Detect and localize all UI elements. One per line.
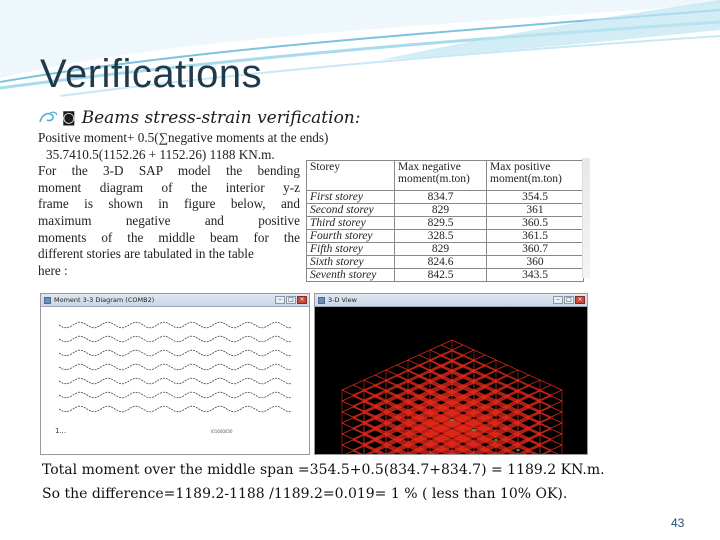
window-titlebar [315,294,587,307]
close-icon[interactable]: × [297,296,307,304]
table-cell: First storey [307,191,395,204]
table-cell: 360.5 [487,217,584,230]
page-number: 43 [671,516,685,530]
3d-frame-model-drawing [315,307,588,455]
table-row [307,230,584,243]
table-cell: 834.7 [395,191,487,204]
storey-moments-table [306,160,584,282]
paragraph-line: Positive moment+ 0.5(∑negative moments at the ends) [38,130,329,145]
table-row [307,204,584,217]
window-title: 3-D View [328,296,357,304]
maximize-icon[interactable]: □ [564,296,574,304]
table-header: Storey [307,161,395,191]
table-cell: 360.7 [487,243,584,256]
table-row [307,243,584,256]
table-cell: Third storey [307,217,395,230]
table-cell: 354.5 [487,191,584,204]
moment-row-curve [59,350,291,356]
table-row [307,269,584,282]
maximize-icon[interactable]: □ [286,296,296,304]
moment-diagram-window [40,293,310,455]
diagram-caption: 1... [55,427,67,435]
paragraph-line: different stories are tabulated in the table [38,246,254,262]
table-cell: Sixth storey [307,256,395,269]
minimize-icon[interactable]: – [275,296,285,304]
moment-row-curve [59,364,291,370]
paragraph-line: maximum negative and positive [38,212,300,228]
table-row [307,256,584,269]
minimize-icon[interactable]: – [553,296,563,304]
table-row [307,217,584,230]
window-app-icon [44,297,51,304]
bullet-swirl-icon [38,110,58,126]
moment-diagram-canvas [41,307,310,455]
3d-view-window [314,293,588,455]
table-header: Max positive moment(m.ton) [487,161,584,191]
table-cell: Seventh storey [307,269,395,282]
table-cell: 361.5 [487,230,584,243]
table-cell: 829 [395,243,487,256]
table-scroll-edge [582,158,590,278]
window-titlebar [41,294,309,307]
table-cell: Fourth storey [307,230,395,243]
paragraph-line: moments of the middle beam for the [38,229,300,245]
table-cell: 842.5 [395,269,487,282]
paragraph-line: frame is shown in figure below, and [38,196,300,212]
moment-row-curve [59,392,291,398]
table-cell: 343.5 [487,269,584,282]
table-cell: 328.5 [395,230,487,243]
table-row [307,191,584,204]
moment-row-curve [59,378,291,384]
bullet-text: Beams stress-strain verification: [81,108,361,128]
moment-diagram-drawing [41,307,310,455]
table-cell: Second storey [307,204,395,217]
bullet-heading [38,106,360,130]
table-cell: 824.6 [395,256,487,269]
slide-title: Verifications [40,52,263,96]
table-cell: Fifth storey [307,243,395,256]
table-cell: 829.5 [395,217,487,230]
paragraph-line: here : [38,262,68,278]
difference-text: So the difference=1189.2-1188 /1189.2=0.019= 1 % ( less than 10% OK). [42,486,568,502]
moment-row-curve [59,322,291,328]
table-cell: 829 [395,204,487,217]
window-title: Moment 3-3 Diagram (COMB2) [54,296,155,304]
total-moment-text: Total moment over the middle span =354.5+0.5(834.7+834.7) = 1189.2 KN.m. [42,462,605,478]
diagram-id-label: I01600056 [211,429,233,434]
window-app-icon [318,297,325,304]
paragraph-line: 35.7410.5(1152.26 + 1152.26) 1188 KN.m. [46,146,275,162]
checkbox-glyph-icon: ◙ [62,110,76,126]
moment-row-curve [59,406,291,412]
table-cell: 361 [487,204,584,217]
paragraph-line: For the 3-D SAP model the bending [38,163,300,179]
paragraph-line: moment diagram of the interior y-z [38,179,300,195]
table-header: Max negative moment(m.ton) [395,161,487,191]
moment-row-curve [59,336,291,342]
table-cell: 360 [487,256,584,269]
close-icon[interactable]: × [575,296,585,304]
